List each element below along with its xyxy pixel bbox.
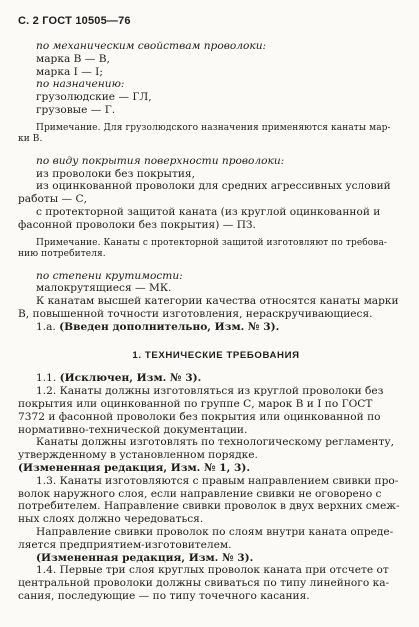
clause-1-3-line1: 1.3. Канаты изготовляются с правым направлением свивки про- [36,474,399,487]
clause-1-3-amendment: (Измененная редакция, Изм. № 3). [36,551,254,564]
clause-1-3-p2-line1: Направление свивки проволок по слоям внутри каната опреде- [36,525,394,538]
clause-1-2-p2-line1: Канаты должны изготовлять по технологическому регламенту, [36,436,394,449]
clause-1-4-line1: 1.4. Первые три слоя круглых проволок каната при отсчете от [36,564,389,577]
clause-1a [36,321,396,334]
clause-1-1-text: (Исключен, Изм. № 3). [59,372,202,385]
clause-1-3-p2-line2: ляется предприятием-изготовителем. [18,538,232,551]
clause-1-2-amendment: (Измененная редакция, Изм. № 1, 3). [18,461,251,474]
top-category-line2: В, повышенной точности изготовления, нераскручивающиеся. [18,307,373,320]
clause-1-3-line4: ных слоях должно чередоваться. [18,513,204,526]
protector-line1: с протекторной защитой каната (из круглой оцинкованной и [36,205,381,218]
purpose-heading: по назначению: [36,78,125,91]
clause-1-2-line3: 7372 и фасонной проволоки без покрытия или оцинкованной по [18,410,381,423]
section-title: 1. ТЕХНИЧЕСКИЕ ТРЕБОВАНИЯ [132,349,300,361]
document-body [18,40,400,603]
clause-1-2-line2: покрытия или оцинкованной по группе С, марок В и I по ГОСТ [18,397,373,410]
clause-1-3-line2: волок наружного слоя, если направление свивки не оговорено с [18,487,382,500]
galvanized-line1: из оцинкованной проволоки для средних агрессивных условий [36,180,391,193]
mechanical-heading: по механическим свойствам проволоки: [36,40,267,52]
note2-line2: нию потребителя. [18,248,106,259]
clause-1-2-line1: 1.2. Канаты должны изготовляться из круглой проволоки без [36,385,384,398]
note2-line1: Примечание. Канаты с протекторной защитой изготовляют по требова- [36,237,388,248]
uncoated-line: из проволоки без покрытия, [36,167,195,180]
cargo-line: грузовые — Г. [36,103,116,116]
grade-1-line: марка I — I; [36,65,103,78]
note1-line2: ки В. [18,133,43,144]
clause-1-3-line3: потребителем. Направление свивки проволок в двух верхних смеж- [18,500,400,513]
clause-1-2-line4: нормативно-технической документации. [18,423,248,436]
clause-1-2-p2-line2: утвержденному в установленном порядке. [18,449,258,462]
clause-1a-text: (Введен дополнительно, Изм. № 3). [59,320,280,333]
galvanized-line2: работы — С, [18,193,87,206]
grade-b-line: марка В — В, [36,52,110,65]
cargo-people-line: грузолюдские — ГЛ, [36,91,152,104]
clause-1-1-number: 1.1. [36,372,57,385]
low-twist-line: малокрутящиеся — МК. [36,282,172,295]
coating-heading: по виду покрытия поверхности проволоки: [36,154,285,167]
clause-1a-number: 1.а. [36,320,56,333]
twist-heading: по степени крутимости: [36,269,183,282]
top-category-line1: К канатам высшей категории качества относятся канаты марки [36,295,399,308]
clause-1-4-line3: сания, последующие — по типу точечного касания. [18,589,310,602]
note1-line1: Примечание. Для грузолюдского назначения применяются канаты мар- [36,122,391,133]
page-header: С. 2 ГОСТ 10505—76 [18,15,131,27]
clause-1-4-line2: центральной проволоки должны свиваться по типу линейного ка- [18,577,390,590]
clause-1-1 [36,372,396,385]
protector-line2: фасонной проволоки без покрытия) — ПЗ. [18,218,256,231]
